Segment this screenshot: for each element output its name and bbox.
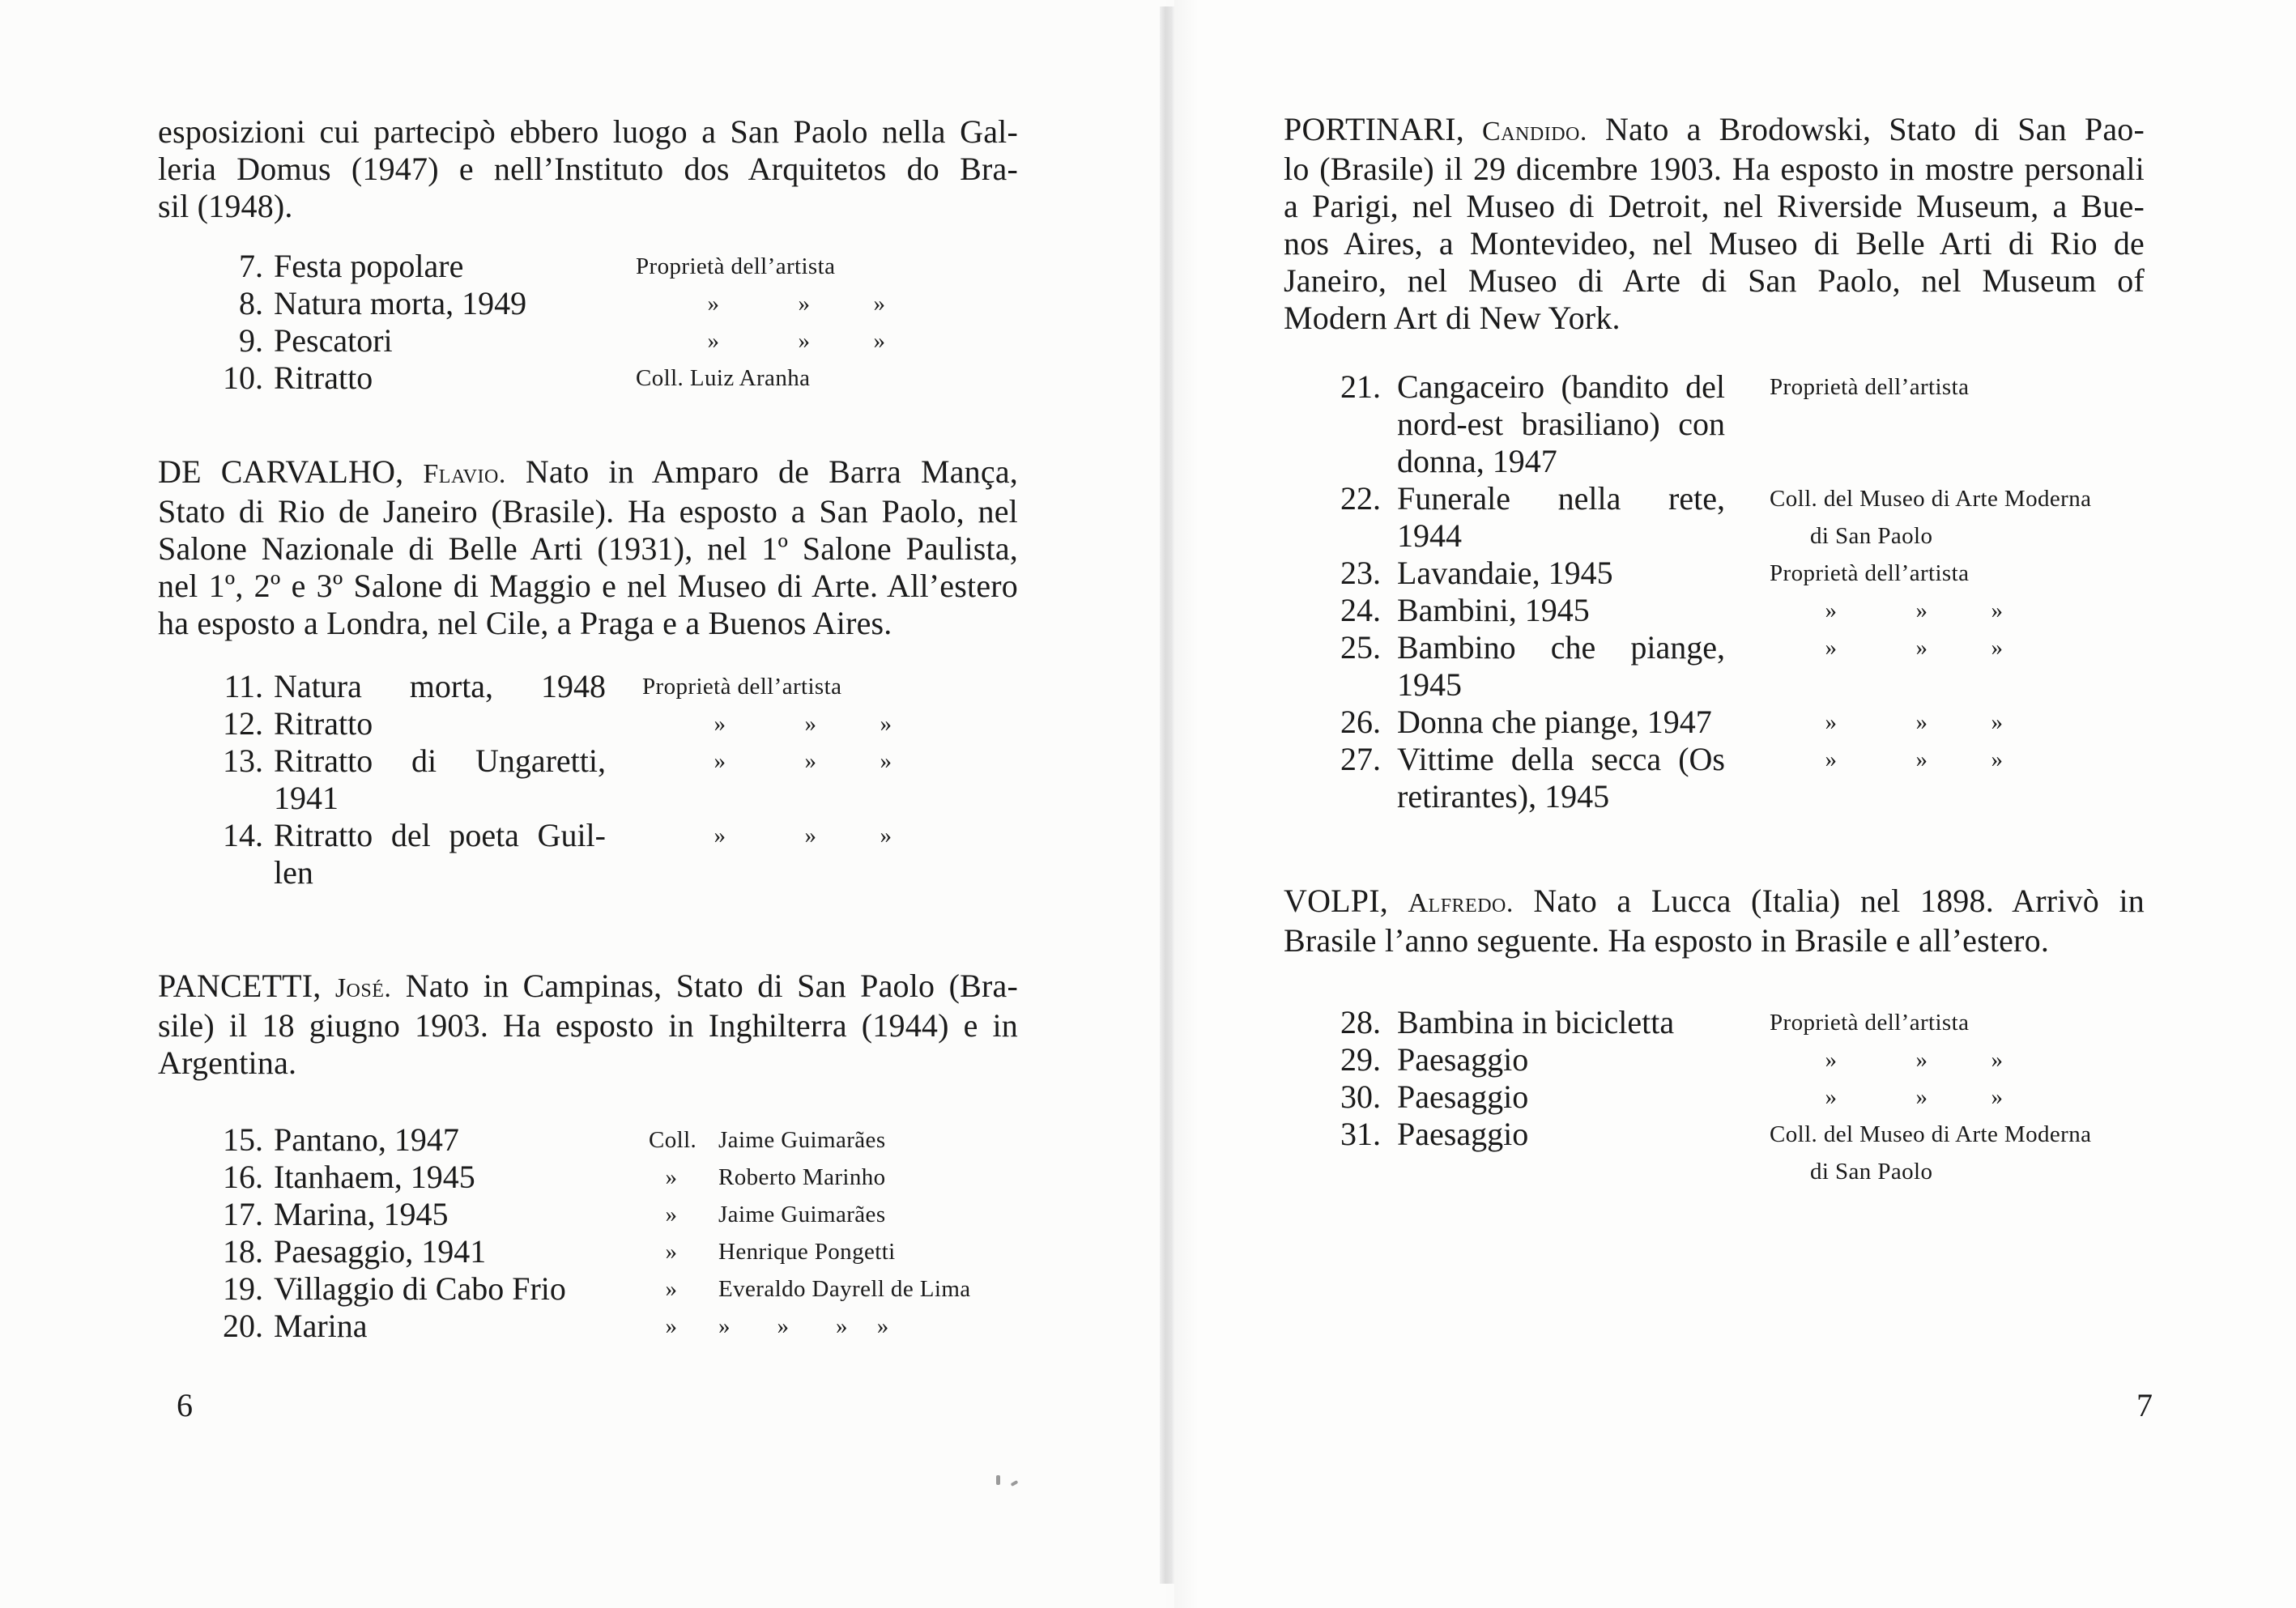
list-item xyxy=(158,1196,1018,1233)
artist-surname: DE CARVALHO, xyxy=(158,453,404,490)
artist-surname: VOLPI, xyxy=(1284,883,1388,919)
list-item xyxy=(1284,368,2145,480)
item-title xyxy=(274,1121,1018,1159)
item-title-line: Donna che piange, 1947 xyxy=(1397,704,1712,740)
ditto-mark: » xyxy=(1915,1047,1928,1073)
item-number: 18. xyxy=(223,1233,263,1270)
item-number: 30. xyxy=(1340,1078,1381,1115)
text-line xyxy=(1284,883,2145,922)
ditto-mark: » xyxy=(804,711,817,737)
item-title xyxy=(1397,1078,1725,1116)
item-owner xyxy=(649,1121,886,1159)
item-title-line: 1941 xyxy=(274,780,339,816)
scan-speck xyxy=(996,1475,1000,1485)
artist-surname: PORTINARI, xyxy=(1284,111,1464,147)
list-item xyxy=(1284,555,2145,592)
item-title-line: Ritratto xyxy=(274,359,373,396)
text-line: a Parigi, nel Museo di Detroit, nel Riverside Museum, a Bue- xyxy=(1284,188,2145,224)
item-owner xyxy=(1770,1004,1969,1041)
ditto-marks xyxy=(1786,1078,2027,1116)
ditto-mark: » xyxy=(1991,709,2004,735)
ditto-marks xyxy=(675,705,916,742)
item-title-line: Marina xyxy=(274,1308,368,1344)
ditto-mark: » xyxy=(1915,598,1928,623)
ditto-mark: » xyxy=(873,291,886,317)
item-number: 21. xyxy=(1340,368,1381,405)
owner-prefix: » xyxy=(665,1276,678,1302)
ditto-mark: » xyxy=(798,328,811,354)
artwork-list xyxy=(158,668,1018,891)
item-title-line: Ritratto di Ungaretti, xyxy=(274,742,606,779)
text-line: Janeiro, nel Museo di Arte di San Paolo, nel Museum of xyxy=(1284,262,2145,299)
text-line: esposizioni cui partecipò ebbero luogo a San Paolo nella Gal- xyxy=(158,113,1018,150)
item-title-line: Bambina in bicicletta xyxy=(1397,1004,1675,1040)
text-line: Salone Nazionale di Belle Arti (1931), nel 1º Salone Paulista, xyxy=(158,530,1018,567)
artist-entry-portinari xyxy=(1284,111,2145,337)
item-title-line: len xyxy=(274,854,313,891)
ditto-mark: » xyxy=(1825,635,1838,661)
item-number: 26. xyxy=(1340,704,1381,740)
text-line: leria Domus (1947) e nell’Instituto dos Arquitetos do Bra- xyxy=(158,151,1018,187)
ditto-mark: » xyxy=(714,823,726,849)
item-owner xyxy=(1770,741,2027,778)
item-number: 25. xyxy=(1340,629,1381,666)
item-title-line: Bambino che piange, xyxy=(1397,629,1725,666)
artist-entry-volpi xyxy=(1284,883,2145,959)
ditto-mark: » xyxy=(707,291,720,317)
item-title-line: 1945 xyxy=(1397,666,1462,703)
item-owner xyxy=(649,1270,971,1308)
item-title xyxy=(274,817,606,891)
text-line xyxy=(158,453,1018,493)
artist-given-name: Alfredo. xyxy=(1408,888,1514,918)
text-line: Modern Art di New York. xyxy=(1284,300,1621,336)
item-title-line: 1944 xyxy=(1397,517,1462,554)
item-owner-line: Proprietà dell’artista xyxy=(1770,1010,1970,1036)
ditto-mark: » xyxy=(1825,709,1838,735)
item-number: 22. xyxy=(1340,480,1381,517)
item-title xyxy=(1397,1004,1725,1041)
intro-paragraph xyxy=(158,113,1018,225)
item-title xyxy=(1397,480,1725,555)
item-title xyxy=(274,1308,1018,1345)
item-title xyxy=(1397,555,1725,592)
ditto-marks xyxy=(668,322,909,359)
item-title xyxy=(274,1196,1018,1233)
item-owner xyxy=(642,817,916,854)
ditto-marks xyxy=(675,742,916,780)
item-owner-line: di San Paolo xyxy=(1810,523,1933,549)
text-fragment: Nato in Campinas, Stato di San Paolo (Bra- xyxy=(405,968,1019,1004)
list-item xyxy=(158,742,1018,817)
text-fragment: Nato a Brodowski, Stato di San Pao- xyxy=(1604,111,2145,147)
ditto-mark: » xyxy=(1915,747,1928,772)
list-item xyxy=(158,1121,1018,1159)
ditto-mark: » xyxy=(1991,598,2004,623)
item-title xyxy=(274,705,606,742)
item-owner xyxy=(636,322,909,359)
list-item xyxy=(158,668,1018,705)
artist-given-name: Flavio. xyxy=(423,459,506,489)
item-title-line: Natura morta, 1948 xyxy=(274,668,606,704)
item-number: 10. xyxy=(223,359,263,396)
text-line: Brasile l’anno seguente. Ha esposto in Brasile e all’estero. xyxy=(1284,922,2050,959)
item-title-line: retirantes), 1945 xyxy=(1397,778,1610,815)
ditto-mark: » xyxy=(1991,1047,2004,1073)
item-title-line: Vittime della secca (Os xyxy=(1397,741,1725,777)
item-title-line: Cangaceiro (bandito del xyxy=(1397,368,1725,405)
item-number: 16. xyxy=(223,1159,263,1195)
item-owner xyxy=(649,1159,886,1196)
item-title-line: Funerale nella rete, xyxy=(1397,480,1725,517)
text-fragment: Nato a Lucca (Italia) nel 1898. Arrivò in xyxy=(1533,883,2145,919)
item-number: 11. xyxy=(224,668,263,704)
artwork-list xyxy=(1284,1004,2145,1185)
ditto-mark: » xyxy=(1915,635,1928,661)
list-item xyxy=(158,1233,1018,1270)
ditto-marks xyxy=(1786,741,2027,778)
item-number: 12. xyxy=(223,705,263,742)
item-title-line: donna, 1947 xyxy=(1397,443,1557,479)
item-owner: Coll. Luiz Aranha xyxy=(636,365,811,391)
ditto-mark: » xyxy=(1991,747,2004,772)
item-title-line: Villaggio di Cabo Frio xyxy=(274,1270,566,1307)
item-owner xyxy=(1770,555,1969,592)
ditto-mark: » xyxy=(804,823,817,849)
item-number: 31. xyxy=(1340,1116,1381,1152)
item-number: 19. xyxy=(223,1270,263,1307)
item-title-line: Ritratto del poeta Guil- xyxy=(274,817,606,853)
ditto-marks xyxy=(675,817,916,854)
ditto-mark: » xyxy=(1991,635,2004,661)
ditto-mark: » xyxy=(1825,1084,1838,1110)
gutter-shadow xyxy=(1174,0,1199,1608)
item-title-line: Natura morta, 1949 xyxy=(274,285,527,321)
owner-prefix: Coll. xyxy=(649,1127,697,1153)
item-title-line: nord-est brasiliano) con xyxy=(1397,406,1725,442)
list-item xyxy=(158,1159,1018,1196)
item-title xyxy=(1397,1041,1725,1078)
owner-name: » » » » xyxy=(718,1313,889,1339)
list-item xyxy=(158,359,1018,397)
item-title xyxy=(1397,368,1725,480)
ditto-mark: » xyxy=(714,748,726,774)
item-title-line: Pescatori xyxy=(274,322,393,359)
owner-name: Henrique Pongetti xyxy=(718,1239,896,1265)
item-owner: Proprietà dell’artista xyxy=(636,253,836,279)
ditto-mark: » xyxy=(1825,1047,1838,1073)
item-number: 23. xyxy=(1340,555,1381,591)
artist-surname: PANCETTI, xyxy=(158,968,322,1004)
item-title-line: Ritratto xyxy=(274,705,373,742)
ditto-mark: » xyxy=(880,711,892,737)
ditto-marks xyxy=(1786,704,2027,741)
item-title-line: Marina, 1945 xyxy=(274,1196,449,1232)
list-item xyxy=(1284,592,2145,629)
text-line: nos Aires, a Montevideo, nel Museo di Belle Arti di Rio de xyxy=(1284,225,2145,262)
owner-prefix: » xyxy=(665,1164,678,1190)
item-owner-line: Coll. del Museo di Arte Moderna xyxy=(1770,486,2092,512)
item-number: 29. xyxy=(1340,1041,1381,1078)
item-owner xyxy=(1770,1041,2027,1078)
list-item xyxy=(1284,1004,2145,1041)
list-item xyxy=(1284,704,2145,741)
list-item xyxy=(158,285,1018,322)
item-number: 27. xyxy=(1340,741,1381,777)
page-number: 6 xyxy=(177,1387,193,1423)
item-title-line: Paesaggio, 1941 xyxy=(274,1233,487,1270)
ditto-mark: » xyxy=(714,711,726,737)
list-item xyxy=(158,1308,1018,1345)
list-item xyxy=(158,705,1018,742)
ditto-mark: » xyxy=(1915,709,1928,735)
list-item xyxy=(158,817,1018,891)
item-number: 28. xyxy=(1340,1004,1381,1040)
ditto-mark: » xyxy=(1825,598,1838,623)
item-title-line: Paesaggio xyxy=(1397,1041,1529,1078)
list-item xyxy=(1284,1116,2145,1185)
item-title xyxy=(1397,741,1725,815)
item-title-line: Itanhaem, 1945 xyxy=(274,1159,475,1195)
text-line: nel 1º, 2º e 3º Salone di Maggio e nel Museo di Arte. All’estero xyxy=(158,568,1018,604)
item-owner xyxy=(1770,368,1969,406)
text-line: Stato di Rio de Janeiro (Brasile). Ha esposto a San Paolo, nel xyxy=(158,493,1018,530)
list-item xyxy=(1284,741,2145,815)
item-owner-line: Coll. del Museo di Arte Moderna xyxy=(1770,1121,2092,1147)
item-title-line: Pantano, 1947 xyxy=(274,1121,459,1158)
owner-prefix: » xyxy=(665,1313,678,1339)
text-line: sil (1948). xyxy=(158,188,293,224)
page-number: 7 xyxy=(2136,1387,2153,1423)
owner-name: Roberto Marinho xyxy=(718,1164,886,1190)
artwork-list xyxy=(158,1121,1018,1345)
ditto-mark: » xyxy=(1915,1084,1928,1110)
item-owner xyxy=(1770,480,2091,555)
ditto-marks xyxy=(1786,629,2027,666)
item-title-line: Paesaggio xyxy=(1397,1078,1529,1115)
item-title xyxy=(274,1159,1018,1196)
ditto-mark: » xyxy=(798,291,811,317)
item-number: 7. xyxy=(239,248,263,284)
list-item xyxy=(1284,1041,2145,1078)
artist-given-name: José. xyxy=(334,973,392,1003)
ditto-mark: » xyxy=(707,328,720,354)
ditto-marks xyxy=(1786,592,2027,629)
artist-given-name: Candido. xyxy=(1482,117,1587,147)
list-item xyxy=(158,248,1018,285)
list-item xyxy=(158,322,1018,359)
ditto-mark: » xyxy=(880,748,892,774)
item-owner xyxy=(642,705,916,742)
list-item xyxy=(1284,480,2145,555)
item-number: 20. xyxy=(223,1308,263,1344)
text-line: sile) il 18 giugno 1903. Ha esposto in Inghilterra (1944) e in xyxy=(158,1007,1018,1044)
ditto-mark: » xyxy=(873,328,886,354)
list-item xyxy=(1284,1078,2145,1116)
artwork-list xyxy=(1284,368,2145,815)
ditto-marks xyxy=(668,285,909,322)
item-title xyxy=(1397,1116,1725,1153)
item-owner xyxy=(642,742,916,780)
item-title xyxy=(1397,592,1725,629)
owner-name: Jaime Guimarães xyxy=(718,1127,886,1153)
item-number: 17. xyxy=(223,1196,263,1232)
item-owner xyxy=(1770,1078,2027,1116)
item-owner-line: Proprietà dell’artista xyxy=(1770,374,1970,400)
item-number: 8. xyxy=(239,285,263,321)
item-number: 13. xyxy=(223,742,263,779)
item-number: 15. xyxy=(223,1121,263,1158)
ditto-mark: » xyxy=(804,748,817,774)
item-owner xyxy=(649,1196,886,1233)
item-title xyxy=(1397,704,1725,741)
item-owner xyxy=(1770,592,2027,629)
item-owner xyxy=(1770,704,2027,741)
list-item xyxy=(1284,629,2145,704)
artist-entry-de-carvalho xyxy=(158,453,1018,642)
list-item xyxy=(158,1270,1018,1308)
item-number: 14. xyxy=(223,817,263,853)
item-title xyxy=(274,742,606,817)
item-title-line: Paesaggio xyxy=(1397,1116,1529,1152)
owner-name: Everaldo Dayrell de Lima xyxy=(718,1276,971,1302)
item-title xyxy=(274,1233,1018,1270)
item-owner-line: Proprietà dell’artista xyxy=(1770,560,1970,586)
item-owner-line: di San Paolo xyxy=(1810,1159,1933,1185)
item-owner xyxy=(1770,1116,2091,1190)
item-owner xyxy=(1770,629,2027,666)
owner-prefix: » xyxy=(665,1202,678,1227)
item-owner xyxy=(636,285,909,322)
ditto-mark: » xyxy=(880,823,892,849)
owner-prefix: » xyxy=(665,1239,678,1265)
item-title-line: Festa popolare xyxy=(274,248,464,284)
ditto-marks xyxy=(1786,1041,2027,1078)
item-number: 24. xyxy=(1340,592,1381,628)
text-line: Argentina. xyxy=(158,1044,297,1081)
text-fragment: Nato in Amparo de Barra Mança, xyxy=(525,453,1018,490)
text-line xyxy=(158,968,1018,1007)
item-owner xyxy=(649,1233,896,1270)
item-title xyxy=(1397,629,1725,704)
item-owner xyxy=(649,1308,888,1345)
item-number: 9. xyxy=(239,322,263,359)
artist-entry-pancetti xyxy=(158,968,1018,1082)
text-line xyxy=(1284,111,2145,151)
text-line: ha esposto a Londra, nel Cile, a Praga e a Buenos Aires. xyxy=(158,605,892,641)
item-title-line: Bambini, 1945 xyxy=(1397,592,1590,628)
item-title xyxy=(274,668,606,705)
item-title-line: Lavandaie, 1945 xyxy=(1397,555,1613,591)
owner-name: Jaime Guimarães xyxy=(718,1202,886,1227)
text-line: lo (Brasile) il 29 dicembre 1903. Ha esposto in mostre personali xyxy=(1284,151,2145,187)
artwork-list xyxy=(158,248,1018,397)
book-gutter xyxy=(1160,6,1174,1584)
item-owner: Proprietà dell’artista xyxy=(642,674,842,700)
ditto-mark: » xyxy=(1991,1084,2004,1110)
ditto-mark: » xyxy=(1825,747,1838,772)
